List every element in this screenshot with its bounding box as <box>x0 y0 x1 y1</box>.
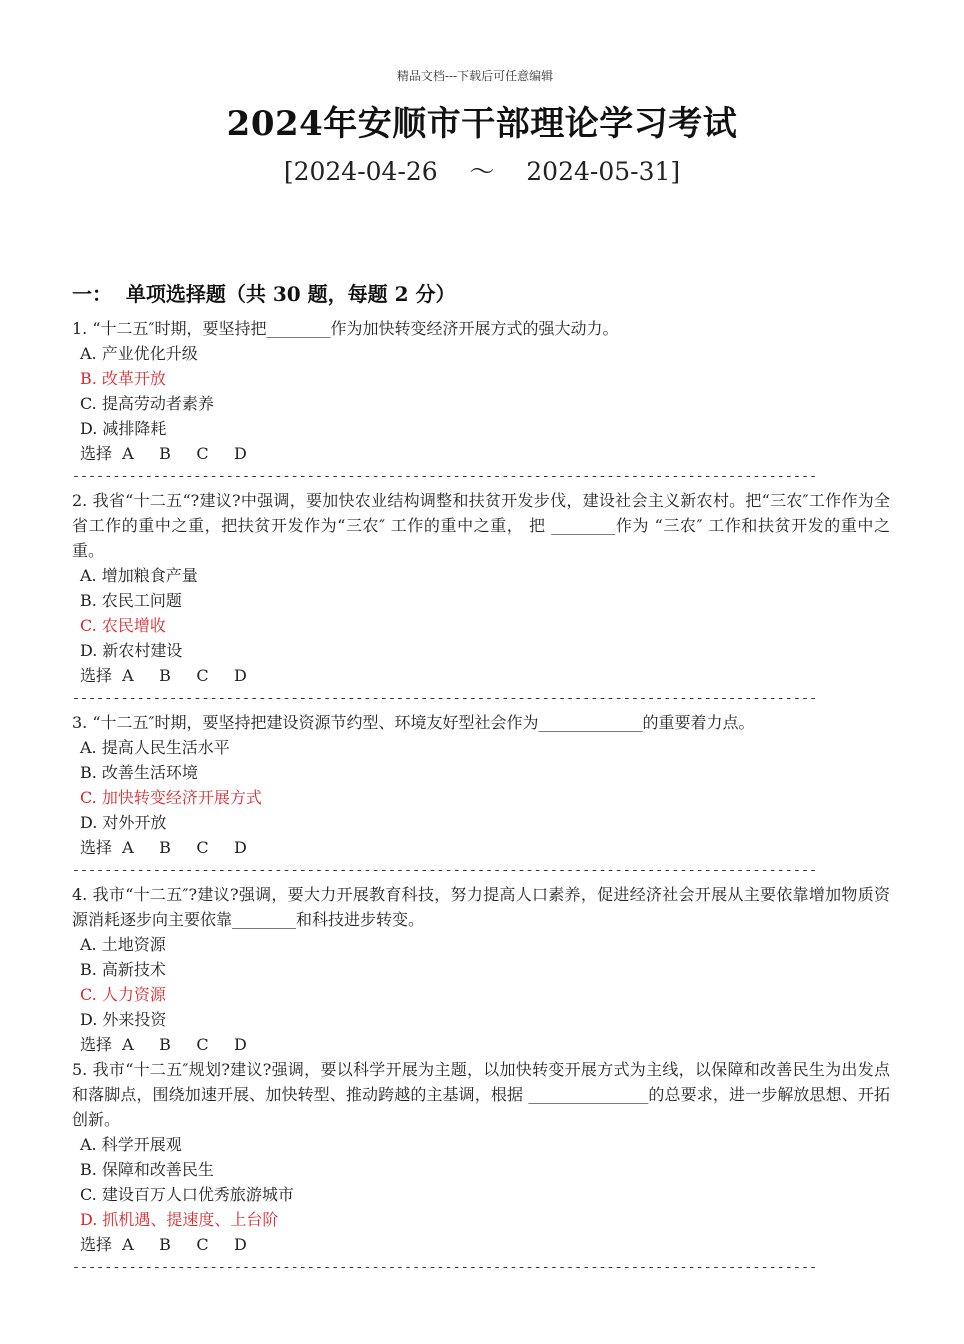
choice-selector[interactable]: 选择 A B C D <box>80 444 247 463</box>
separator-line: -------------------------------------------------------------------------------------------- <box>72 691 818 706</box>
answer-option-correct[interactable]: B. 改革开放 <box>80 369 166 388</box>
question-block <box>72 710 890 882</box>
answer-option[interactable]: A. 提高人民生活水平 <box>80 738 230 757</box>
question-text: 3. “十二五″时期，要坚持把建设资源节约型、环境友好型社会作为_____________的重要着力点。 <box>72 713 755 732</box>
answer-option[interactable]: B. 改善生活环境 <box>80 763 198 782</box>
answer-option[interactable]: A. 土地资源 <box>80 935 166 954</box>
question-text: 2. 我省“十二五“?建议?中强调，要加快农业结构调整和扶贫开发步伐，建设社会主义新农村。把“三农″工作作为全省工作的重中之重，把扶贫开发作为“三农″ 工作的重中之重， 把 ________作为 “三农″ 工作和扶贫开发的重中之重。 <box>72 491 890 560</box>
answer-option[interactable]: A. 科学开展观 <box>80 1135 182 1154</box>
section-heading: 一： 单项选择题（共 30 题，每题 2 分） <box>72 282 456 306</box>
answer-option-correct[interactable]: D. 抓机遇、提速度、上台阶 <box>80 1210 279 1229</box>
answer-option[interactable]: B. 高新技术 <box>80 960 166 979</box>
question-text: 1. “十二五″时期，要坚持把________作为加快转变经济开展方式的强大动力。 <box>72 319 619 338</box>
answer-option[interactable]: D. 对外开放 <box>80 813 167 832</box>
choice-selector[interactable]: 选择 A B C D <box>80 1035 247 1054</box>
question-block <box>72 1057 890 1279</box>
question-block <box>72 882 890 1057</box>
page-title: 2024年安顺市干部理论学习考试 <box>226 104 738 144</box>
answer-option-correct[interactable]: C. 人力资源 <box>80 985 166 1004</box>
question-text: 4. 我市“十二五″?建议?强调，要大力开展教育科技，努力提高人口素养，促进经济社会开展从主要依靠增加物质资源消耗逐步向主要依靠________和科技进步转变。 <box>72 885 890 929</box>
answer-option[interactable]: D. 减排降耗 <box>80 419 167 438</box>
answer-option[interactable]: A. 产业优化升级 <box>80 344 198 363</box>
separator-line: -------------------------------------------------------------------------------------------- <box>72 469 818 484</box>
answer-option[interactable]: C. 提高劳动者素养 <box>80 394 214 413</box>
question-text: 5. 我市“十二五″规划?建议?强调，要以科学开展为主题，以加快转变开展方式为主线，以保障和改善民生为出发点和落脚点，围绕加速开展、加快转型、推动跨越的主基调，根据 _______________的总要求，进一步解放思想、开拓创新。 <box>72 1060 890 1129</box>
question-block <box>72 316 890 488</box>
choice-selector[interactable]: 选择 A B C D <box>80 838 247 857</box>
answer-option[interactable]: B. 农民工问题 <box>80 591 182 610</box>
answer-option[interactable]: D. 外来投资 <box>80 1010 167 1029</box>
exam-date-range: [2024-04-26 ～ 2024-05-31] <box>283 157 681 186</box>
question-block <box>72 488 890 710</box>
choice-selector[interactable]: 选择 A B C D <box>80 666 247 685</box>
answer-option[interactable]: C. 建设百万人口优秀旅游城市 <box>80 1185 294 1204</box>
separator-line: -------------------------------------------------------------------------------------------- <box>72 863 818 878</box>
watermark-text: 精品文档---下载后可任意编辑 <box>396 69 554 83</box>
answer-option-correct[interactable]: C. 农民增收 <box>80 616 166 635</box>
answer-option[interactable]: A. 增加粮食产量 <box>80 566 198 585</box>
separator-line: -------------------------------------------------------------------------------------------- <box>72 1260 818 1275</box>
choice-selector[interactable]: 选择 A B C D <box>80 1235 247 1254</box>
answer-option[interactable]: D. 新农村建设 <box>80 641 183 660</box>
question-list <box>72 316 890 1279</box>
answer-option[interactable]: B. 保障和改善民生 <box>80 1160 214 1179</box>
answer-option-correct[interactable]: C. 加快转变经济开展方式 <box>80 788 262 807</box>
